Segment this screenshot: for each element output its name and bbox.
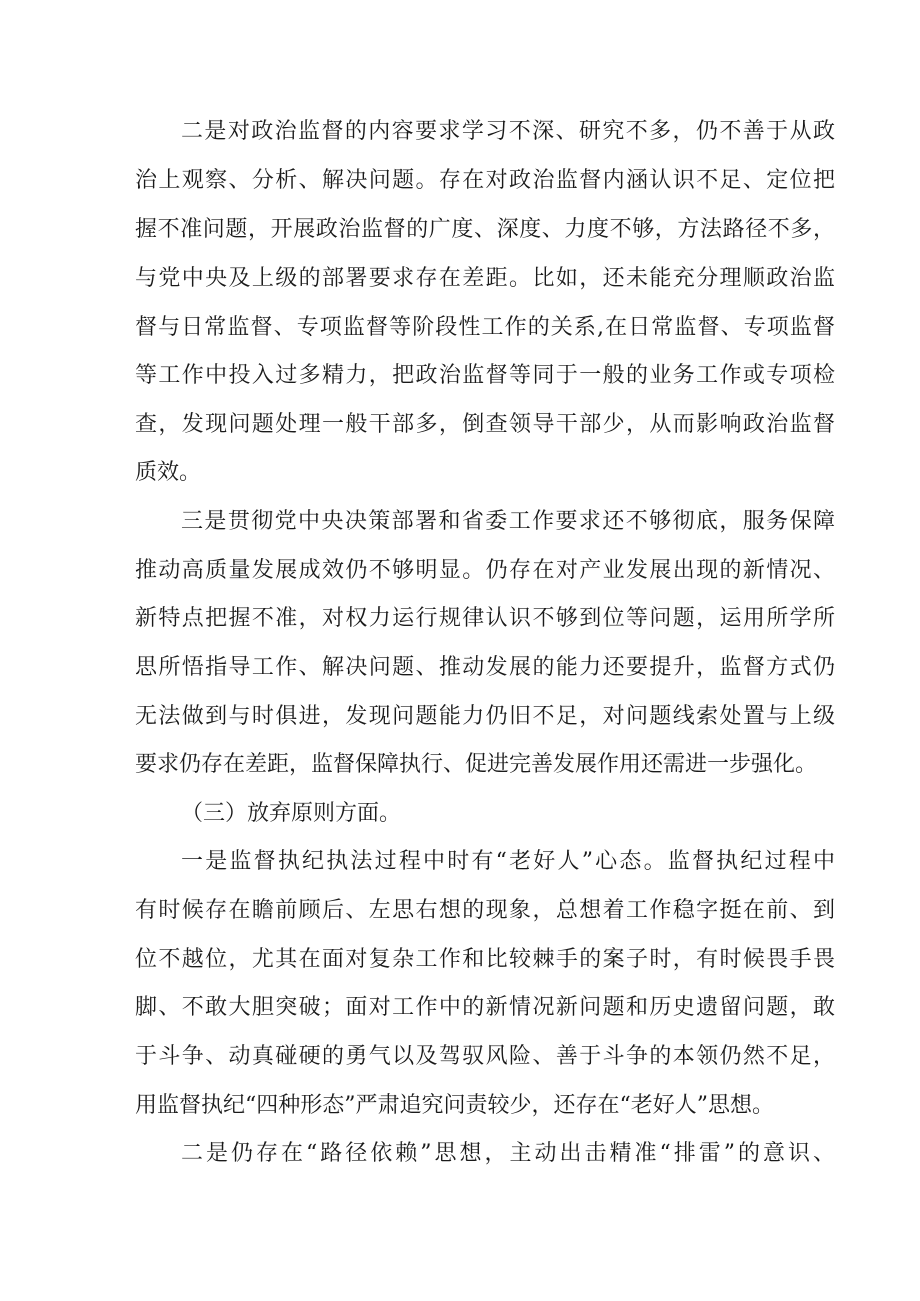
text-line: 思所悟指导工作、解决问题、推动发展的能力还要提升，监督方式仍 xyxy=(135,655,835,680)
text-line: 新特点把握不准，对权力运行规律认识不够到位等问题，运用所学所 xyxy=(135,606,835,631)
text-line: 用监督执纪“四种形态”严肃追究问责较少，还存在“老好人”思想。 xyxy=(135,1093,774,1118)
text-line: 治上观察、分析、解决问题。存在对政治监督内涵认识不足、定位把 xyxy=(135,168,835,193)
text-line: 无法做到与时俱进，发现问题能力仍旧不足，对问题线索处置与上级 xyxy=(135,704,835,729)
text-line: 于斗争、动真碰硬的勇气以及驾驭风险、善于斗争的本领仍然不足， xyxy=(135,1044,835,1069)
text-line: 有时候存在瞻前顾后、左思右想的现象，总想着工作稳字挺在前、到 xyxy=(135,898,835,923)
text-line: 等工作中投入过多精力，把政治监督等同于一般的业务工作或专项检 xyxy=(135,363,835,388)
text-line: 二是仍存在“路径依赖”思想，主动出击精准“排雷”的意识、 xyxy=(181,1141,835,1166)
text-line: 质效。 xyxy=(135,460,202,485)
section-heading: （三）放弃原则方面。 xyxy=(181,801,402,826)
text-line: 推动高质量发展成效仍不够明显。仍存在对产业发展出现的新情况、 xyxy=(135,558,835,583)
text-line: 握不准问题，开展政治监督的广度、深度、力度不够，方法路径不多， xyxy=(135,217,835,242)
text-line: 一是监督执纪执法过程中时有“老好人”心态。监督执纪过程中 xyxy=(181,849,835,874)
text-line: 督与日常监督、专项监督等阶段性工作的关系,在日常监督、专项监督 xyxy=(135,315,835,340)
text-line: 位不越位，尤其在面对复杂工作和比较棘手的案子时，有时候畏手畏 xyxy=(135,947,835,972)
text-line: 脚、不敢大胆突破；面对工作中的新情况新问题和历史遗留问题，敢 xyxy=(135,995,835,1020)
text-line: 与党中央及上级的部署要求存在差距。比如，还未能充分理顺政治监 xyxy=(135,266,835,291)
text-line: 查，发现问题处理一般干部多，倒查领导干部少，从而影响政治监督 xyxy=(135,412,835,437)
text-line: 三是贯彻党中央决策部署和省委工作要求还不够彻底，服务保障 xyxy=(181,509,835,534)
text-line: 要求仍存在差距，监督保障执行、促进完善发展作用还需进一步强化。 xyxy=(135,752,818,777)
text-line: 二是对政治监督的内容要求学习不深、研究不多，仍不善于从政 xyxy=(181,119,835,144)
